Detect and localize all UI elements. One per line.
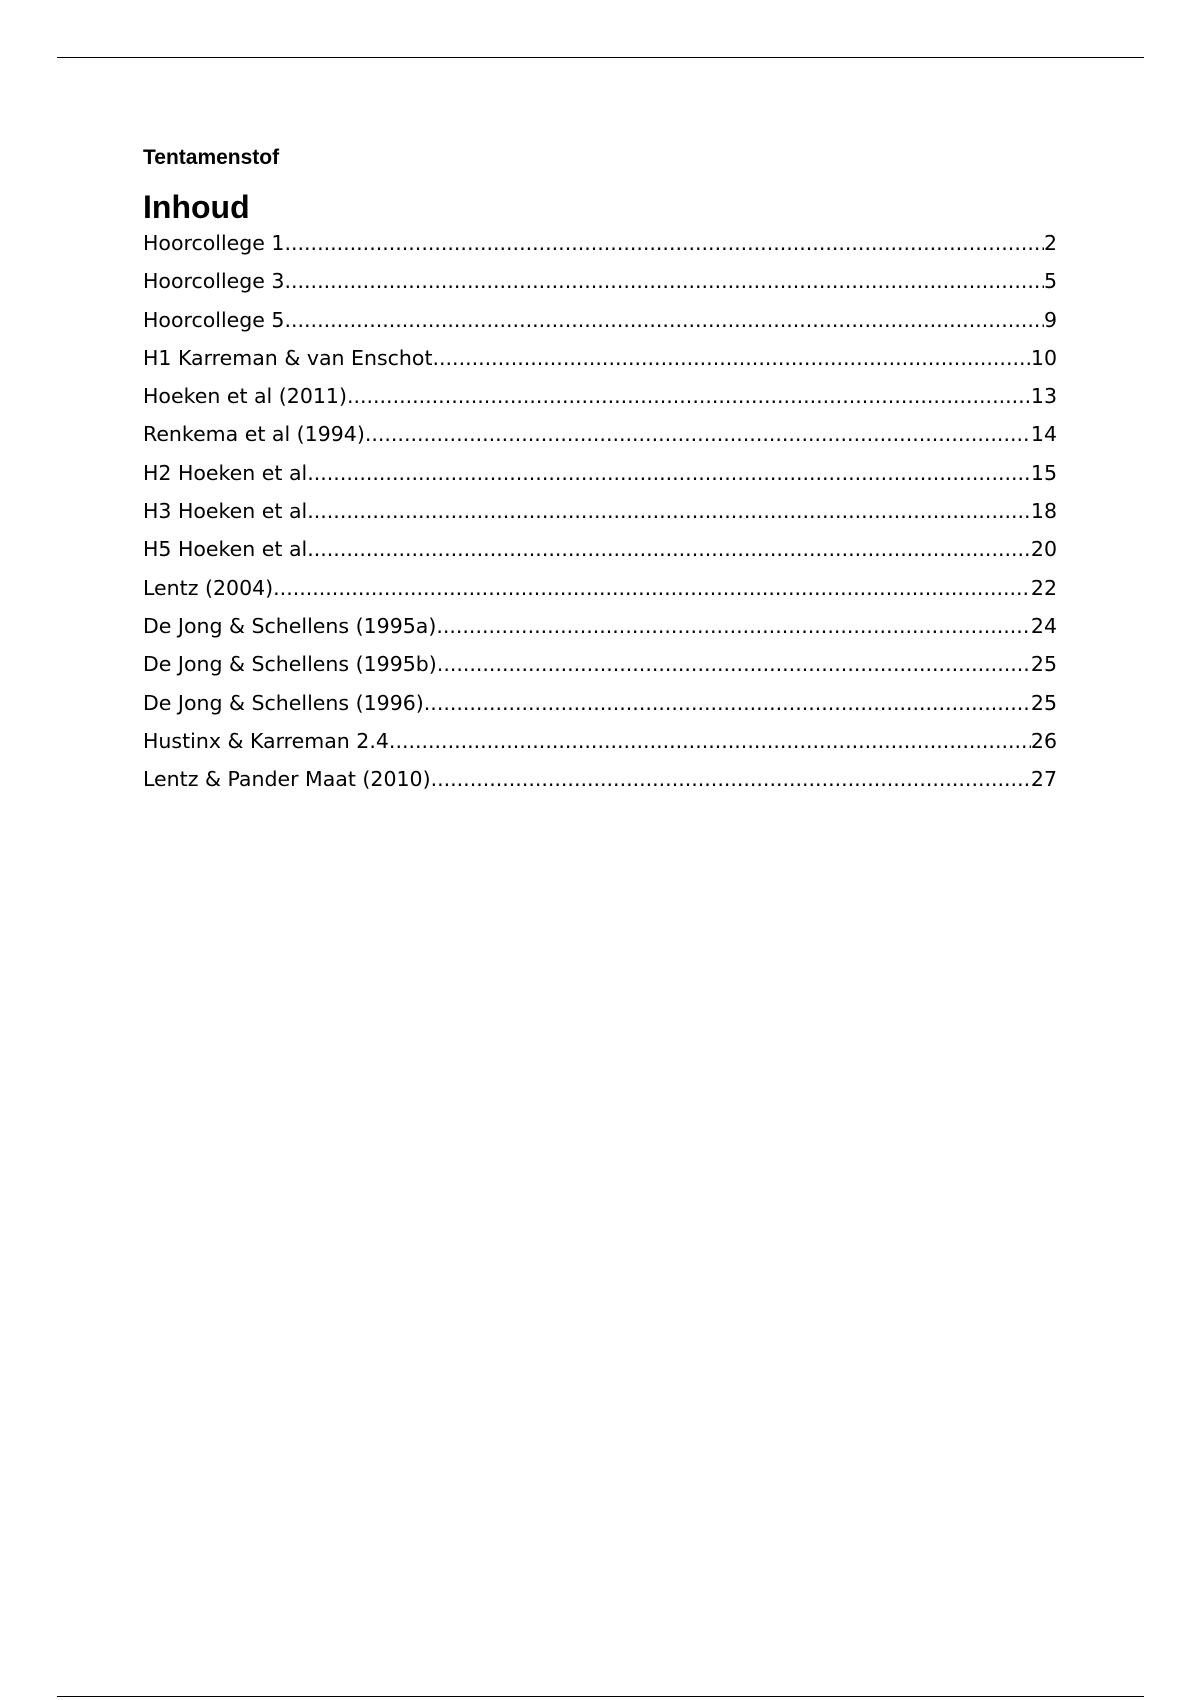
toc-entry[interactable] bbox=[143, 652, 1057, 690]
toc-dot-leader bbox=[307, 499, 1031, 523]
toc-entry-page: 25 bbox=[1030, 652, 1057, 677]
toc-entry-title: Renkema et al (1994) bbox=[143, 422, 365, 447]
toc-dot-leader bbox=[433, 346, 1031, 370]
toc-entry-title: H5 Hoeken et al bbox=[143, 537, 308, 562]
toc-entry-title: Hoorcollege 3 bbox=[143, 269, 285, 294]
toc-entry-page: 26 bbox=[1030, 728, 1057, 753]
toc-dot-leader bbox=[307, 537, 1031, 561]
toc-entry-title: H1 Karreman & van Enschot bbox=[143, 345, 433, 370]
page-content bbox=[143, 142, 1057, 805]
toc-entry[interactable] bbox=[143, 614, 1057, 652]
toc-entry-title: De Jong & Schellens (1995b) bbox=[143, 652, 437, 677]
toc-entry-page: 15 bbox=[1030, 460, 1057, 485]
toc-dot-leader bbox=[365, 422, 1031, 446]
toc-entry-title: Hustinx & Karreman 2.4 bbox=[143, 728, 389, 753]
toc-entry[interactable] bbox=[143, 384, 1057, 422]
toc-dot-leader bbox=[437, 652, 1031, 676]
toc-dot-leader bbox=[284, 269, 1043, 293]
toc-dot-leader bbox=[307, 461, 1031, 485]
toc-entry-title: De Jong & Schellens (1996) bbox=[143, 690, 424, 715]
toc-entry[interactable] bbox=[143, 269, 1057, 307]
toc-entry-title: H2 Hoeken et al bbox=[143, 460, 308, 485]
toc-entry[interactable] bbox=[143, 231, 1057, 269]
toc-entry-page: 9 bbox=[1043, 307, 1057, 332]
toc-entry-title: De Jong & Schellens (1995a) bbox=[143, 613, 437, 638]
toc-entry-page: 14 bbox=[1030, 422, 1057, 447]
toc-dot-leader bbox=[273, 576, 1031, 600]
document-label: Tentamenstof bbox=[143, 146, 280, 169]
toc-entry-page: 25 bbox=[1030, 690, 1057, 715]
toc-entry-page: 13 bbox=[1030, 384, 1057, 409]
toc-entry[interactable] bbox=[143, 767, 1057, 805]
toc-entry-page: 22 bbox=[1030, 575, 1057, 600]
toc-entry[interactable] bbox=[143, 308, 1057, 346]
toc-entry[interactable] bbox=[143, 346, 1057, 384]
toc-entry[interactable] bbox=[143, 691, 1057, 729]
toc-heading: Inhoud bbox=[143, 189, 250, 225]
toc-entry-page: 5 bbox=[1043, 269, 1057, 294]
toc-entry-page: 10 bbox=[1030, 345, 1057, 370]
toc-entry[interactable] bbox=[143, 576, 1057, 614]
toc-entry-title: Hoeken et al (2011) bbox=[143, 384, 347, 409]
toc-entry[interactable] bbox=[143, 537, 1057, 575]
toc-entry-title: Hoorcollege 1 bbox=[143, 231, 285, 255]
toc-dot-leader bbox=[389, 729, 1031, 753]
toc-dot-leader bbox=[347, 384, 1031, 408]
toc-dot-leader bbox=[431, 767, 1031, 791]
toc-entry-page: 27 bbox=[1030, 767, 1057, 792]
toc-dot-leader bbox=[436, 614, 1031, 638]
toc-dot-leader bbox=[424, 691, 1031, 715]
toc-dot-leader bbox=[284, 308, 1043, 332]
toc-entry-page: 18 bbox=[1030, 499, 1057, 524]
table-of-contents bbox=[143, 231, 1057, 805]
toc-entry-title: Lentz & Pander Maat (2010) bbox=[143, 767, 431, 792]
toc-entry-title: H3 Hoeken et al bbox=[143, 499, 308, 524]
toc-entry[interactable] bbox=[143, 422, 1057, 460]
toc-entry[interactable] bbox=[143, 461, 1057, 499]
header-rule bbox=[57, 57, 1144, 58]
toc-entry-title: Hoorcollege 5 bbox=[143, 307, 285, 332]
toc-entry[interactable] bbox=[143, 729, 1057, 767]
toc-entry-page: 2 bbox=[1043, 231, 1057, 255]
toc-dot-leader bbox=[284, 231, 1043, 255]
footer-rule bbox=[57, 1696, 1144, 1697]
toc-entry-title: Lentz (2004) bbox=[143, 575, 274, 600]
toc-entry-page: 20 bbox=[1030, 537, 1057, 562]
toc-entry-page: 24 bbox=[1030, 613, 1057, 638]
toc-entry[interactable] bbox=[143, 499, 1057, 537]
